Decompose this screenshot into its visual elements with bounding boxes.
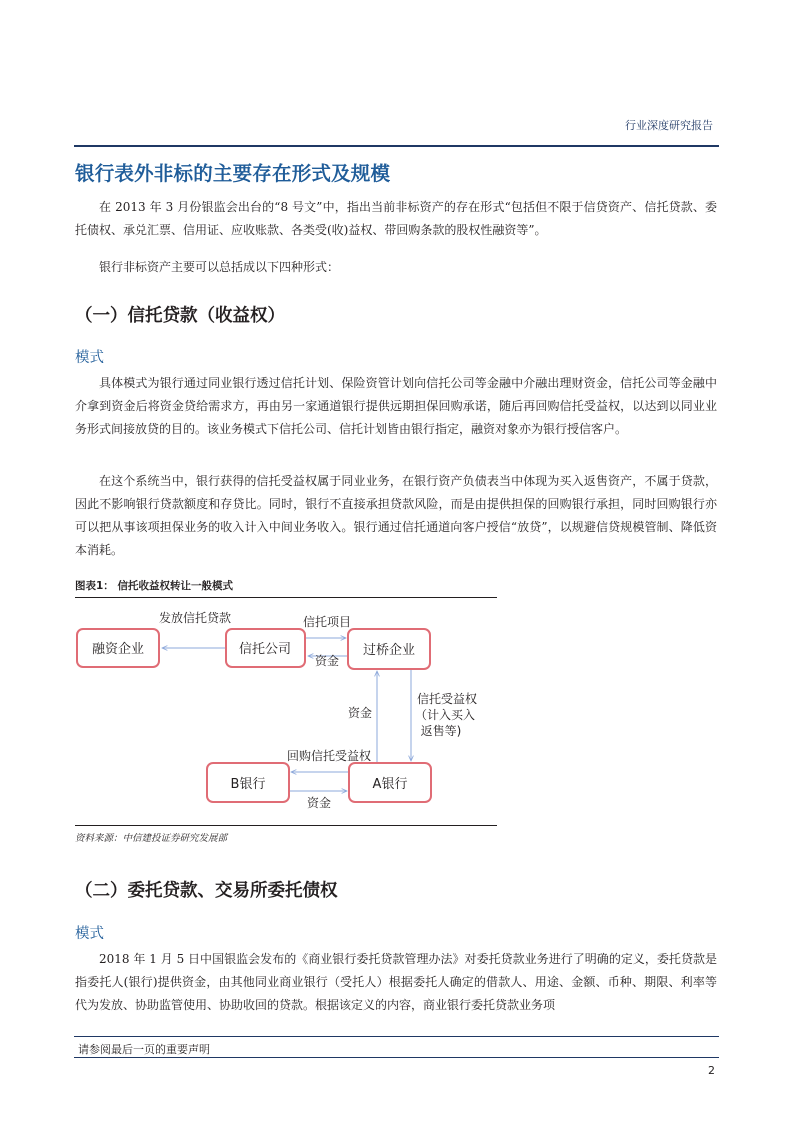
intro-paragraph-1: 在 2013 年 3 月份银监会出台的“8 号文”中，指出当前非标资产的存在形式“包括但不限于信贷资产、信托贷款、委托债权、承兑汇票、信用证、应收账款、各类受(收)益权、带回购条款的股权性融资等”。	[75, 200, 717, 237]
node-bbank-label: B银行	[230, 777, 266, 792]
section-1-paragraph-2: 在这个系统当中，银行获得的信托受益权属于同业业务，在银行资产负债表当中体现为买入返售资产，不属于贷款，因此不影响银行贷款额度和存贷比。同时，银行不直接承担贷款风险，而是由提供担保的回购银行承担，同时回购银行亦可以把从事该项担保业务的收入计入中间业务收入。银行通过信托通道向客户授信“放贷”，以规避信贷规模管制、降低资本消耗。	[75, 474, 717, 557]
figure-source: 资料来源：中信建投证券研究发展部	[75, 833, 228, 844]
section-2-title: （二）委托贷款、交易所委托债权	[75, 881, 338, 901]
label-shouyiquan-1: 信托受益权	[416, 692, 478, 706]
intro-paragraph-2: 银行非标资产主要可以总括成以下四种形式：	[99, 260, 340, 274]
footer-divider	[74, 1036, 719, 1037]
page-number: 2	[708, 1064, 715, 1077]
label-shouyiquan-2: （计入买入	[414, 708, 476, 722]
node-rongzi-label: 融资企业	[91, 642, 145, 657]
node-abank-label: A银行	[372, 777, 408, 792]
section-1-subtitle: 模式	[75, 350, 104, 366]
label-shouyiquan-3: 返售等)	[420, 724, 462, 738]
node-guoqiao-label: 过桥企业	[362, 643, 416, 658]
footer-divider-2	[74, 1057, 719, 1058]
disclaimer-note: 请参阅最后一页的重要声明	[78, 1043, 210, 1056]
label-zijin-top: 资金	[314, 654, 340, 668]
label-fafang: 发放信托贷款	[158, 611, 232, 625]
section-2-subtitle: 模式	[75, 926, 104, 942]
report-type-label: 行业深度研究报告	[625, 119, 713, 132]
section-1-paragraph-1: 具体模式为银行通过同业银行透过信托计划、保险资管计划向信托公司等金融中介融出理财资金，信托公司等金融中介拿到资金后将资金贷给需求方，再由另一家通道银行提供远期担保回购承诺，随后再回购信托受益权，以达到以同业业务形式间接放贷的目的。该业务模式下信托公司、信托计划皆由银行指定，融资对象亦为银行授信客户。	[75, 376, 717, 436]
section-1-title: （一）信托贷款（收益权）	[75, 306, 285, 326]
header-divider	[74, 145, 719, 147]
section-2-paragraph-1: 2018 年 1 月 5 日中国银监会发布的《商业银行委托贷款管理办法》对委托贷款业务进行了明确的定义，委托贷款是指委托人(银行)提供资金，由其他同业商业银行（受托人）根据委托人确定的借款人、用途、金额、币种、期限、利率等代为发放、协助监管使用、协助收回的贷款。根据该定义的内容，商业银行委托贷款业务项	[75, 952, 717, 1012]
label-huigou: 回购信托受益权	[286, 749, 372, 763]
page-title: 银行表外非标的主要存在形式及规模	[75, 162, 391, 185]
node-xintuo-label: 信托公司	[238, 642, 292, 657]
figure-bottom-rule	[75, 825, 497, 826]
label-zijin-bottom: 资金	[306, 796, 332, 810]
label-xintuo-xiangmu: 信托项目	[302, 615, 352, 629]
figure-caption: 图表1： 信托收益权转让一般模式	[75, 580, 233, 592]
flow-diagram	[75, 598, 497, 825]
label-zijin-left: 资金	[347, 706, 373, 720]
